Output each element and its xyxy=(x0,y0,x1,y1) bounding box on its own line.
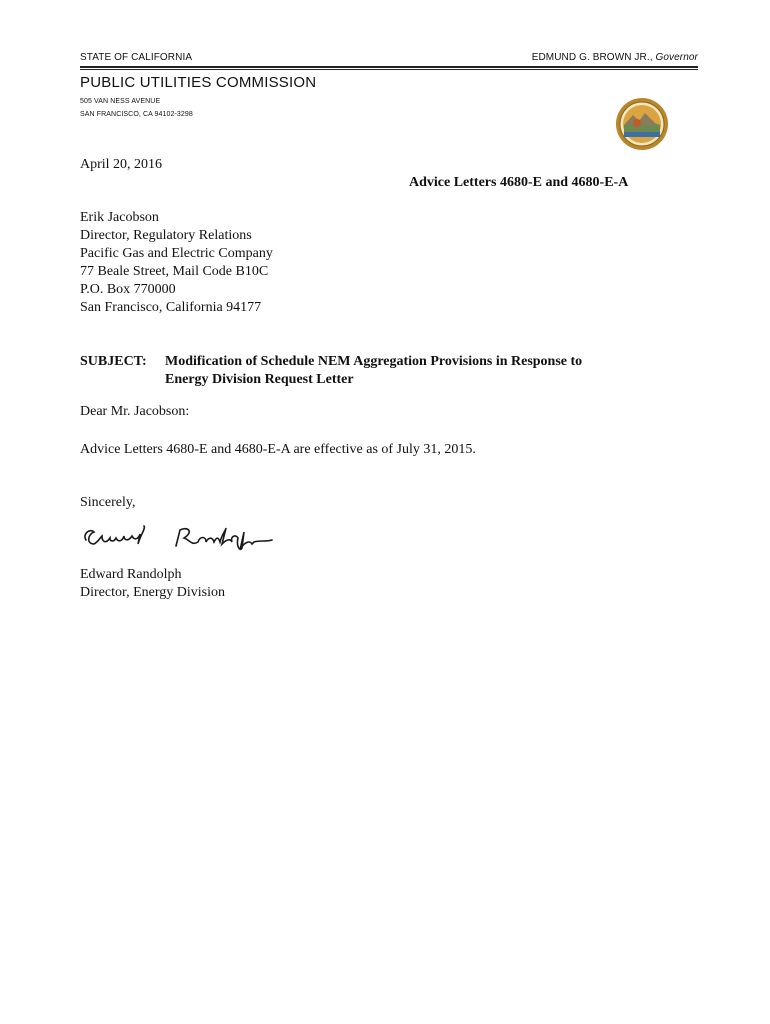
address-line-1: 505 VAN NESS AVENUE xyxy=(80,98,161,105)
letterhead-top xyxy=(80,52,698,66)
subject-line-1: Modification of Schedule NEM Aggregation Provisions in Response to xyxy=(165,354,583,369)
advice-letter-reference: Advice Letters 4680-E and 4680-E-A xyxy=(409,175,629,190)
state-name: STATE OF CALIFORNIA xyxy=(80,52,193,63)
subject-line-2: Energy Division Request Letter xyxy=(165,372,354,387)
recipient-line: P.O. Box 770000 xyxy=(80,282,176,297)
governor-line xyxy=(532,52,698,63)
letter-body: Advice Letters 4680-E and 4680-E-A are effective as of July 31, 2015. xyxy=(80,442,476,457)
recipient-line: San Francisco, California 94177 xyxy=(80,300,262,315)
recipient-line: Director, Regulatory Relations xyxy=(80,228,252,243)
california-seal-icon xyxy=(615,97,669,151)
letter-date: April 20, 2016 xyxy=(80,157,163,172)
signer-block xyxy=(80,566,225,602)
recipient-line: Erik Jacobson xyxy=(80,210,159,225)
salutation: Dear Mr. Jacobson: xyxy=(80,404,190,419)
agency-name: PUBLIC UTILITIES COMMISSION xyxy=(80,74,317,91)
address-line-2: SAN FRANCISCO, CA 94102-3298 xyxy=(80,111,193,118)
recipient-line: 77 Beale Street, Mail Code B10C xyxy=(80,264,269,279)
letterhead-rule xyxy=(80,66,698,70)
signer-name: Edward Randolph xyxy=(80,567,182,582)
governor-name: EDMUND G. BROWN JR., xyxy=(531,52,653,63)
closing: Sincerely, xyxy=(80,495,136,510)
recipient-address xyxy=(80,209,273,317)
handwritten-signature xyxy=(80,520,275,556)
signer-title: Director, Energy Division xyxy=(80,585,225,600)
subject-label: SUBJECT: xyxy=(80,354,147,369)
recipient-line: Pacific Gas and Electric Company xyxy=(80,246,273,261)
governor-title: Governor xyxy=(655,52,698,63)
